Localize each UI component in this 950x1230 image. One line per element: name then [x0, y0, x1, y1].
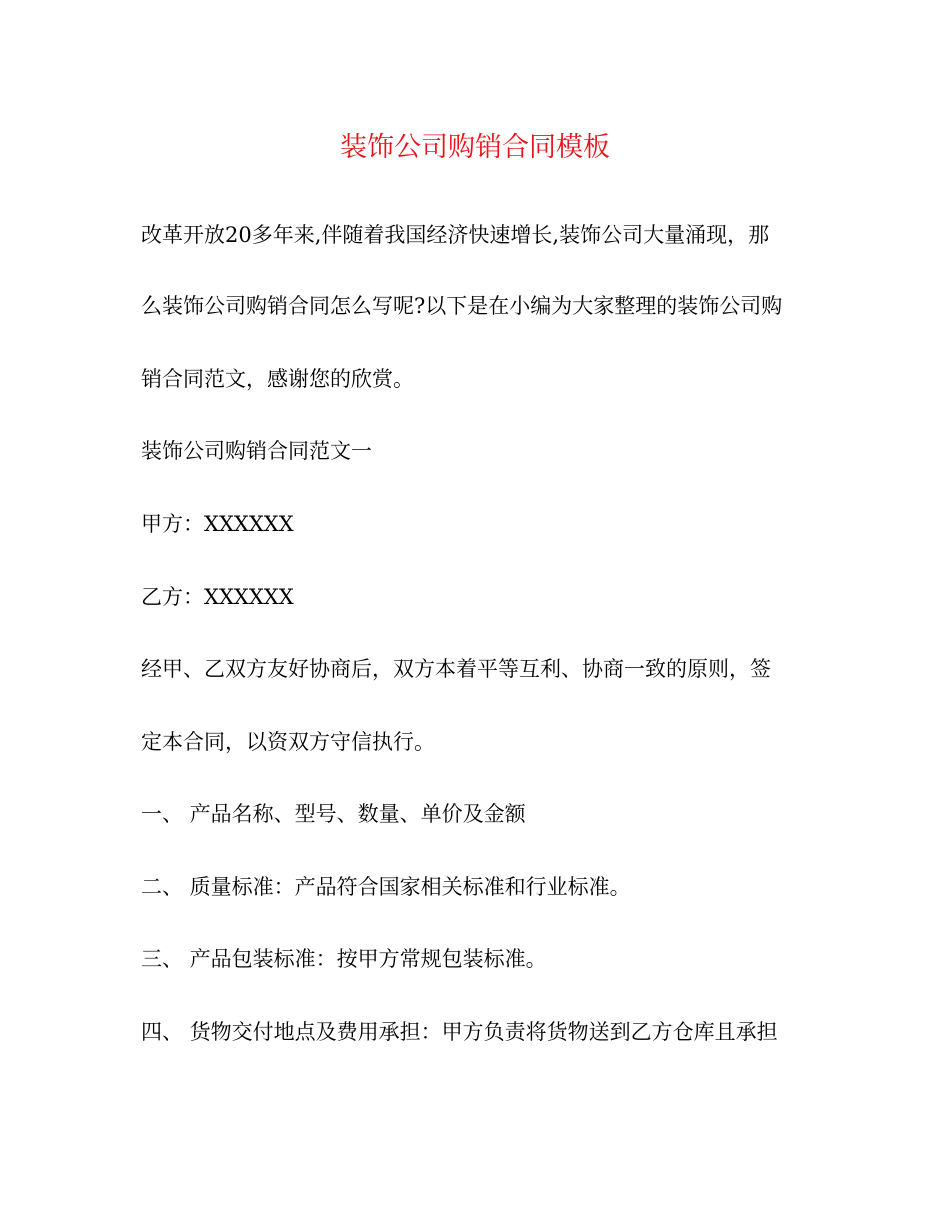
document-title: 装饰公司购销合同模板	[340, 132, 610, 163]
clause-1: 一、 产品名称、型号、数量、单价及金额	[141, 802, 526, 826]
intro-line-2: 么装饰公司购销合同怎么写呢?以下是在小编为大家整理的装饰公司购	[141, 294, 783, 318]
clause-2: 二、 质量标准：产品符合国家相关标准和行业标准。	[141, 875, 631, 899]
clause-4: 四、 货物交付地点及费用承担：甲方负责将货物送到乙方仓库且承担	[141, 1020, 778, 1044]
agreement-line-1: 经甲、乙双方友好协商后，双方本着平等互利、协商一致的原则，签	[141, 657, 771, 681]
section-heading: 装饰公司购销合同范文一	[141, 439, 372, 463]
intro-line-1: 改革开放20多年来,伴随着我国经济快速增长,装饰公司大量涌现，那	[141, 223, 770, 247]
party-b: 乙方：XXXXXX	[141, 585, 294, 609]
party-a: 甲方：XXXXXX	[141, 512, 294, 536]
intro-line-3: 销合同范文，感谢您的欣赏。	[141, 367, 414, 391]
agreement-line-2: 定本合同，以资双方守信执行。	[141, 730, 435, 754]
clause-3: 三、 产品包装标准：按甲方常规包装标准。	[141, 947, 547, 971]
